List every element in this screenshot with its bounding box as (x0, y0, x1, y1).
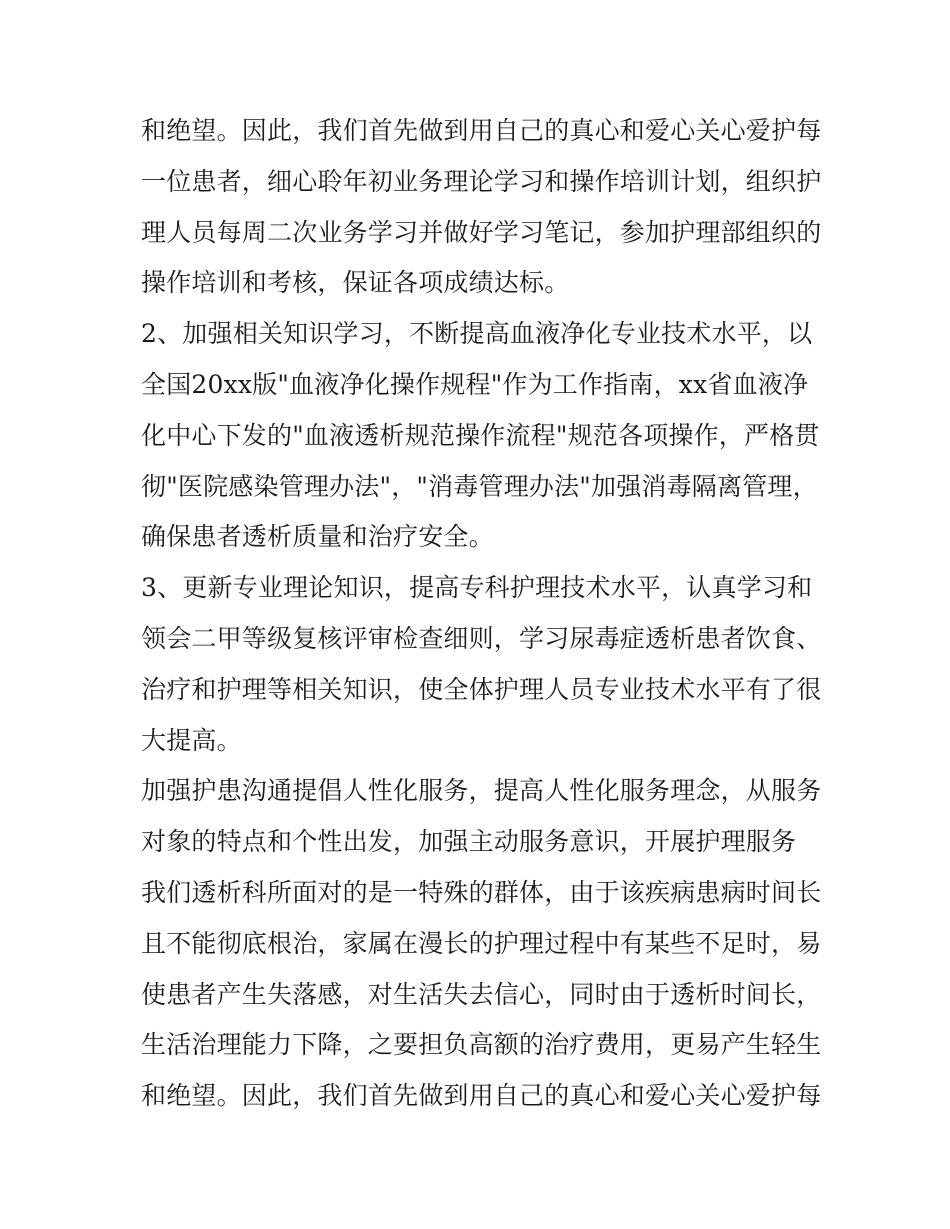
text-line: 使患者产生失落感，对生活失去信心，同时由于透析时间长， (141, 979, 822, 1009)
text-line: 加强护患沟通提倡人性化服务，提高人性化服务理念，从服务 (141, 776, 822, 806)
text-line: 我们透析科所面对的是一特殊的群体，由于该疾病患病时间长 (141, 877, 822, 907)
text-line: 确保患者透析质量和治疗安全。 (141, 522, 494, 552)
text-line: 理人员每周二次业务学习并做好学习笔记，参加护理部组织的 (141, 217, 822, 247)
text-line: 大提高。 (141, 725, 242, 755)
document-body (141, 106, 821, 1122)
text-line: 和绝望。因此，我们首先做到用自己的真心和爱心关心爱护每 (141, 116, 822, 145)
text-line: 治疗和护理等相关知识，使全体护理人员专业技术水平有了很 (141, 674, 822, 704)
text-line: 全国20xx版"血液净化操作规程"作为工作指南，xx省血液净 (141, 369, 809, 399)
text-line: 操作培训和考核，保证各项成绩达标。 (141, 268, 570, 298)
text-line: 一位患者，细心聆年初业务理论学习和操作培训计划，组织护 (141, 166, 822, 196)
text-line: 对象的特点和个性出发，加强主动服务意识，开展护理服务 (141, 827, 797, 857)
text-line: 和绝望。因此，我们首先做到用自己的真心和爱心关心爱护每 (141, 1081, 822, 1111)
text-line: 生活治理能力下降，之要担负高额的治疗费用，更易产生轻生 (141, 1030, 822, 1060)
text-line: 2、加强相关知识学习，不断提高血液净化专业技术水平，以 (141, 319, 813, 349)
text-line: 3、更新专业理论知识，提高专科护理技术水平，认真学习和 (141, 573, 813, 603)
text-line: 彻"医院感染管理办法"，"消毒管理办法"加强消毒隔离管理， (141, 471, 818, 501)
text-line: 化中心下发的"血液透析规范操作流程"规范各项操作，严格贯 (141, 420, 820, 450)
text-line: 领会二甲等级复核评审检查细则，学习尿毒症透析患者饮食、 (141, 623, 822, 653)
text-line: 且不能彻底根治，家属在漫长的护理过程中有某些不足时，易 (141, 928, 822, 958)
